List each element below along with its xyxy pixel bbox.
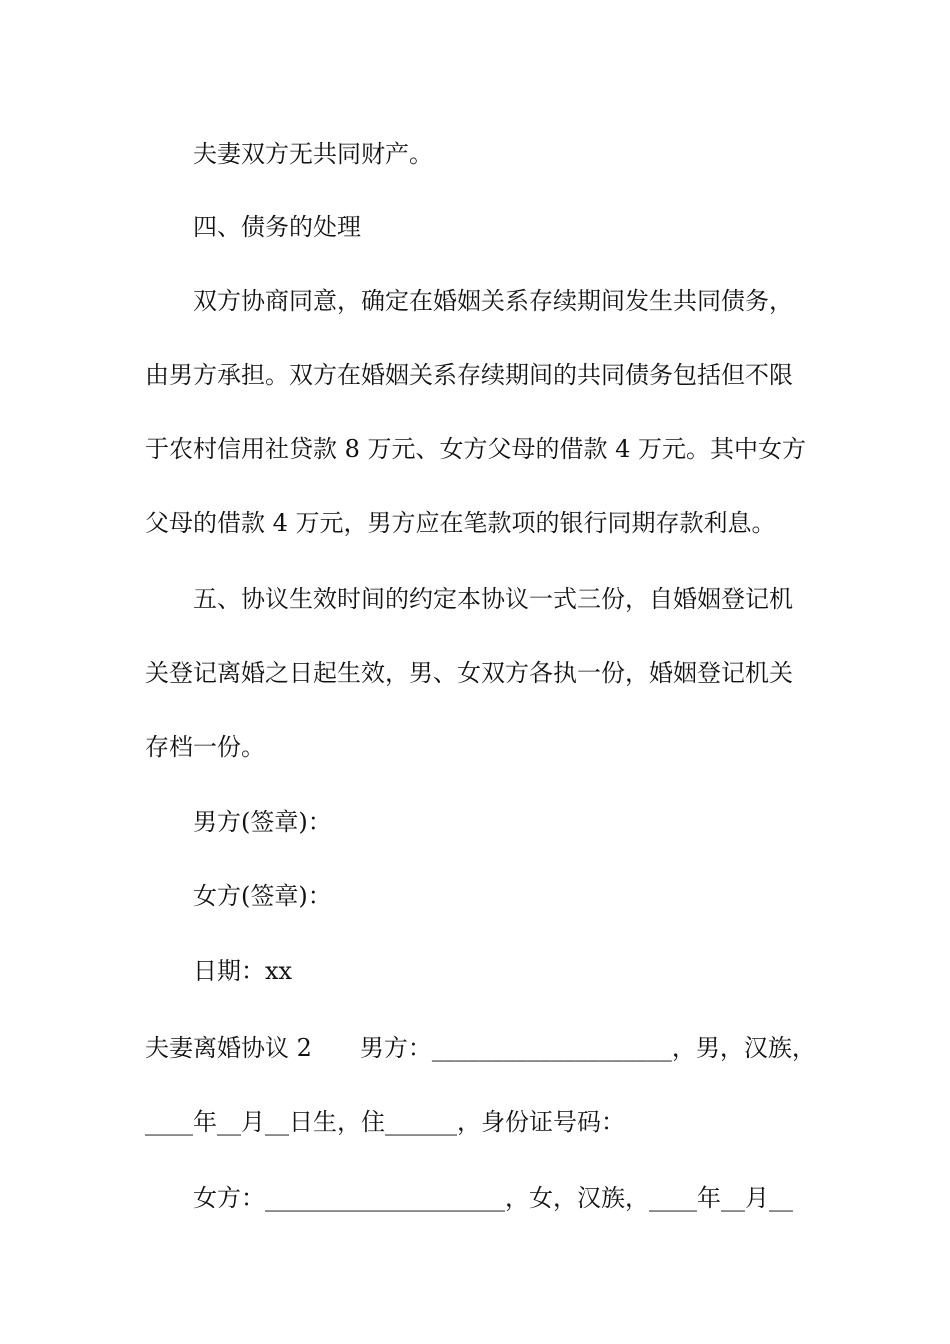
male-birth-id-line: ____年__月__日生，住______，身份证号码： [145,1108,625,1136]
male-signature-line: 男方(签章)： [193,808,332,836]
paragraph-debt-line-3: 于农村信用社贷款 8 万元、女方父母的借款 4 万元。其中女方 [145,435,807,463]
paragraph-no-joint-property: 夫妻双方无共同财产。 [193,140,433,168]
agreement-2-header-line: 夫妻离婚协议 2 男方：____________________，男，汉族， [145,1034,816,1062]
paragraph-effective-line-2: 关登记离婚之日起生效，男、女双方各执一份，婚姻登记机关 [145,659,793,687]
paragraph-debt-line-4: 父母的借款 4 万元，男方应在笔款项的银行同期存款利息。 [145,509,776,537]
female-signature-line: 女方(签章)： [193,882,332,910]
female-info-line: 女方：____________________，女，汉族，____年__月__ [193,1184,793,1212]
section-heading-debt: 四、债务的处理 [193,213,361,241]
paragraph-debt-line-1: 双方协商同意，确定在婚姻关系存续期间发生共同债务， [193,287,793,315]
paragraph-debt-line-2: 由男方承担。双方在婚姻关系存续期间的共同债务包括但不限 [145,361,793,389]
paragraph-effective-line-3: 存档一份。 [145,733,265,761]
date-line: 日期：xx [193,957,293,985]
paragraph-effective-line-1: 五、协议生效时间的约定本协议一式三份，自婚姻登记机 [193,585,793,613]
